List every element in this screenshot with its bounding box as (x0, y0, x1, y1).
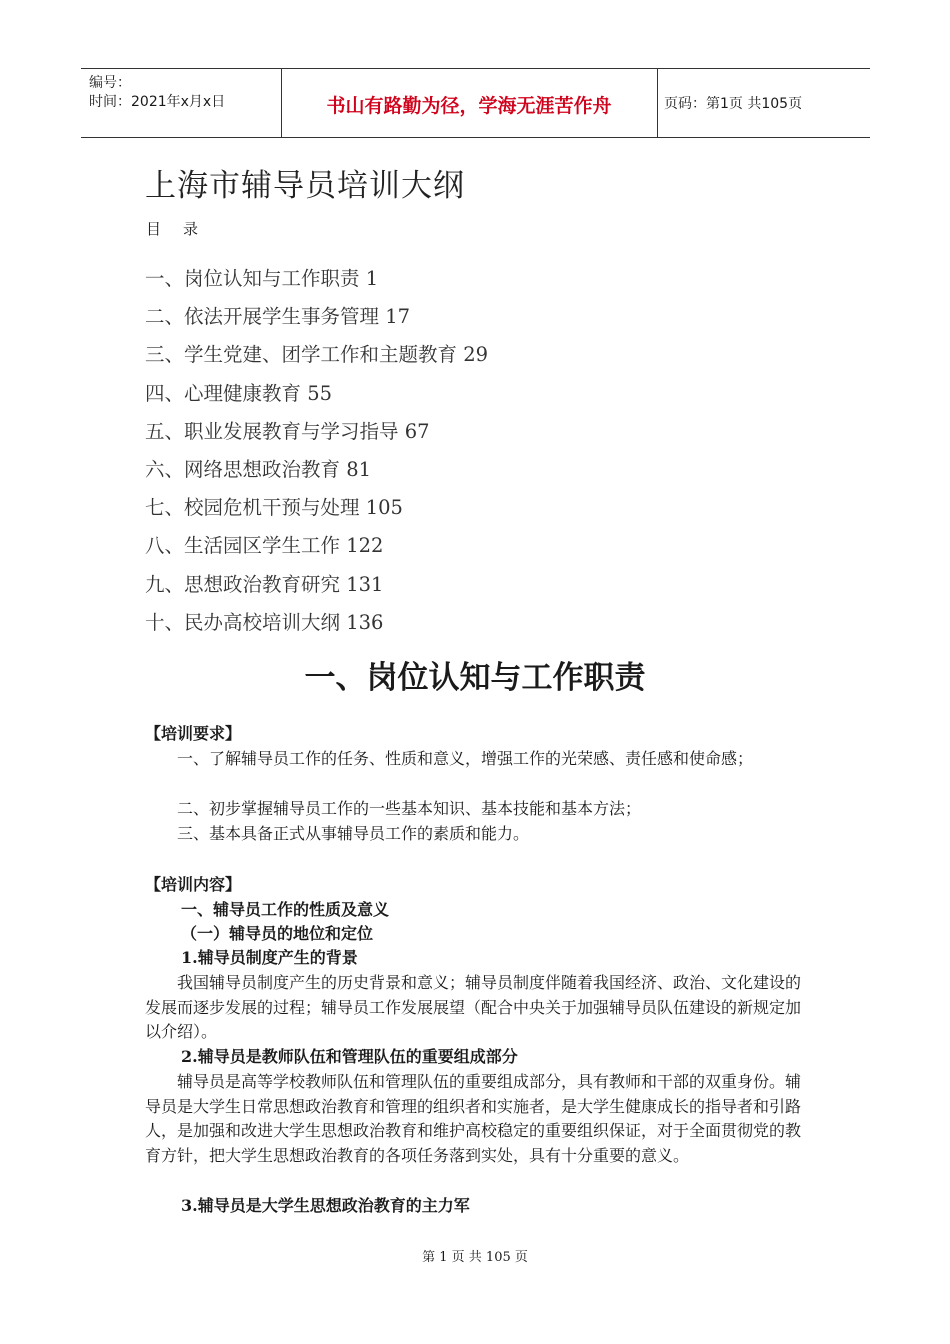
toc-item[interactable]: 五、职业发展教育与学习指导 67 (145, 419, 430, 443)
number-label: 编号： (89, 75, 131, 91)
item-heading: 1.辅导员制度产生的背景 (181, 948, 358, 967)
table-of-contents (145, 263, 488, 645)
toc-label: 目录 (146, 220, 221, 238)
toc-item[interactable]: 四、心理健康教育 55 (145, 381, 333, 405)
toc-item[interactable]: 七、校园危机干预与处理 105 (145, 496, 403, 520)
content-heading: 【培训内容】 (145, 875, 242, 894)
item-heading: 3.辅导员是大学生思想政治教育的主力军 (181, 1196, 470, 1215)
header-table (81, 68, 870, 138)
motto-text: 书山有路勤为径，学海无涯苦作舟 (326, 95, 612, 117)
toc-item[interactable]: 六、网络思想政治教育 81 (145, 457, 372, 481)
paragraph: 辅导员是高等学校教师队伍和管理队伍的重要组成部分，具有教师和干部的双重身份。辅导员是大学生日常思想政治教育和管理的组织者和实施者，是大学生健康成长的指导者和引路人，是加强和改进大学生思想政治教育和维护高校稳定的重要组织保证，对于全面贯彻党的教育方针，把大学生思想政治教育的各项任务落到实处，具有十分重要的意义。 (145, 1072, 802, 1165)
requirement-item: 一、了解辅导员工作的任务、性质和意义，增强工作的光荣感、责任感和使命感； (177, 749, 754, 768)
document-title: 上海市辅导员培训大纲 (145, 168, 465, 204)
page-number-label: 页码：第1页 共105页 (664, 96, 803, 112)
time-label: 时间：2021年x月x日 (89, 94, 226, 110)
header-info-cell (81, 69, 282, 137)
page-footer: 第 1 页 共 105 页 (422, 1250, 528, 1265)
toc-item[interactable]: 二、依法开展学生事务管理 17 (145, 305, 411, 329)
header-motto-cell (281, 69, 658, 137)
toc-item[interactable]: 十、民办高校培训大纲 136 (145, 610, 384, 634)
requirement-item: 二、初步掌握辅导员工作的一些基本知识、基本技能和基本方法； (177, 799, 642, 818)
toc-item[interactable]: 三、学生党建、团学工作和主题教育 29 (145, 343, 489, 367)
toc-item[interactable]: 一、岗位认知与工作职责 1 (145, 267, 379, 290)
item-heading: 2.辅导员是教师队伍和管理队伍的重要组成部分 (181, 1047, 518, 1066)
requirements-heading: 【培训要求】 (145, 724, 242, 743)
section-title: 一、岗位认知与工作职责 (304, 660, 646, 696)
toc-item[interactable]: 九、思想政治教育研究 131 (145, 572, 384, 596)
subsection-heading: （一）辅导员的地位和定位 (181, 924, 374, 943)
toc-item[interactable]: 八、生活园区学生工作 122 (145, 534, 384, 558)
paragraph: 我国辅导员制度产生的历史背景和意义；辅导员制度伴随着我国经济、政治、文化建设的发展而逐步发展的过程；辅导员工作发展展望（配合中央关于加强辅导员队伍建设的新规定加以介绍）。 (145, 973, 802, 1041)
subsection-heading: 一、辅导员工作的性质及意义 (181, 900, 390, 919)
requirement-item: 三、基本具备正式从事辅导员工作的素质和能力。 (177, 824, 530, 843)
